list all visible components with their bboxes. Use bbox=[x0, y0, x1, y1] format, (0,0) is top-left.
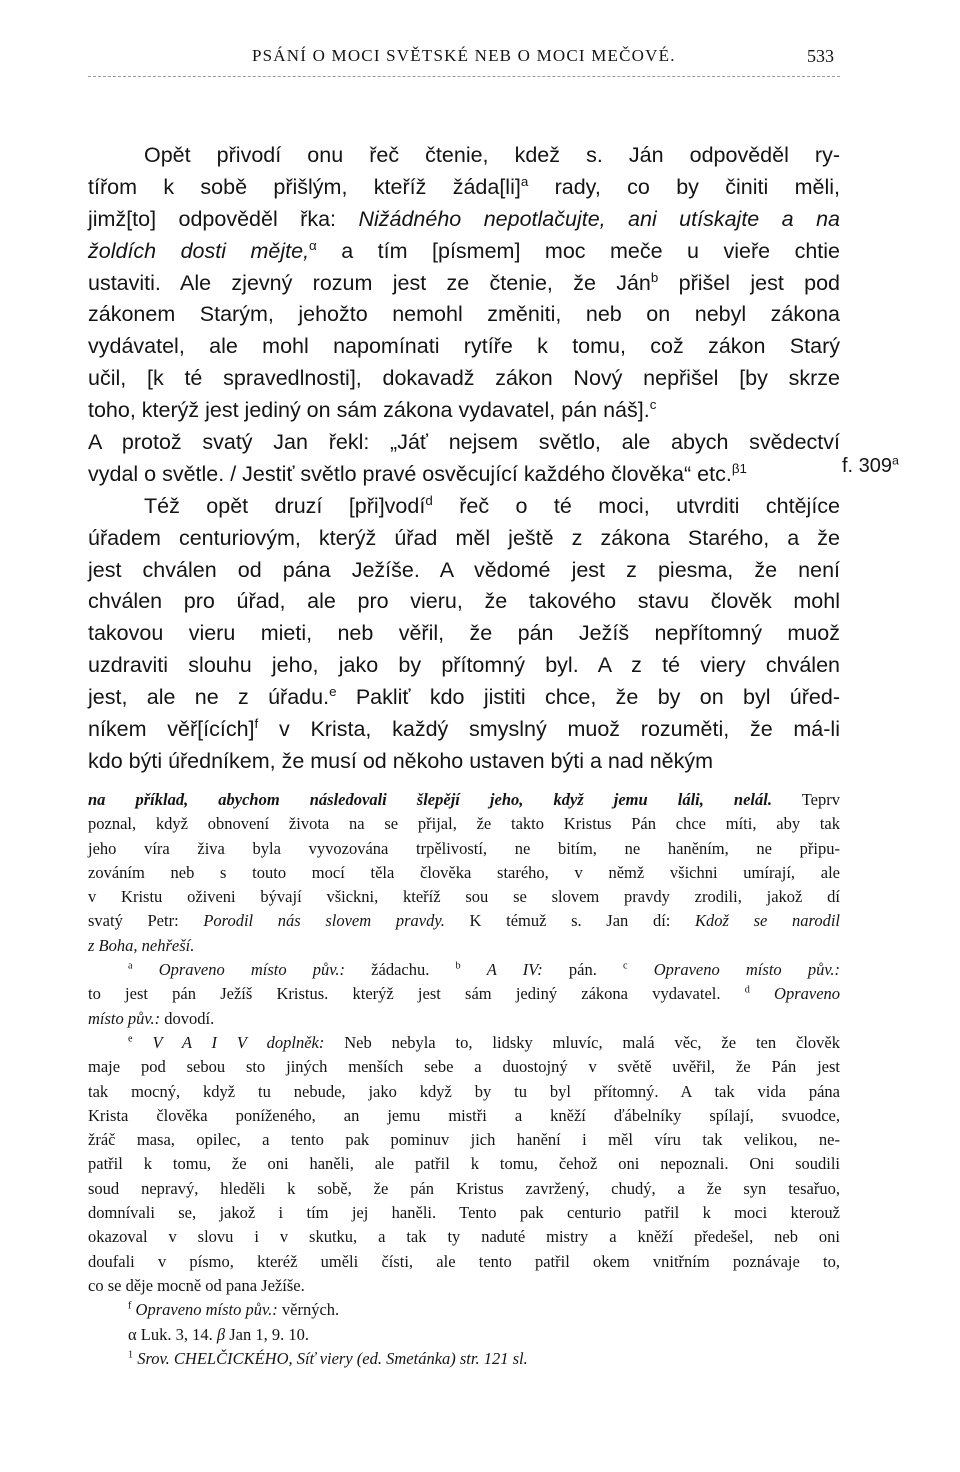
text-run: úřadem centuriovým, kterýž úřad měl ještě z zákona Starého, a že bbox=[88, 525, 840, 550]
text-run: věrných. bbox=[277, 1300, 340, 1320]
main-text-line bbox=[88, 395, 840, 427]
main-text-line bbox=[88, 459, 840, 491]
main-text-line bbox=[88, 523, 840, 555]
note-marker: b bbox=[455, 960, 461, 972]
italic-text: Opraveno místo pův.: bbox=[653, 960, 841, 980]
text-run: přišel jest pod bbox=[658, 270, 840, 295]
text-run: K témuž s. Jan dí: bbox=[444, 911, 696, 931]
note-marker: d bbox=[425, 492, 433, 508]
text-run: jest, ale ne z úřadu. bbox=[88, 685, 330, 710]
emphasized-text: na příklad, abychom následovali šlepějí jeho, když jemu láli, nelál. bbox=[88, 790, 772, 809]
italic-text: Kdož se narodil bbox=[695, 911, 840, 931]
text-run: co se děje mocně od pana Ježíše. bbox=[88, 1275, 305, 1295]
main-text-line bbox=[88, 204, 840, 236]
main-text-line bbox=[88, 650, 840, 682]
main-text-line bbox=[88, 618, 840, 650]
note-marker: α bbox=[309, 237, 317, 253]
text-run: toho, kterýž jest jediný on sám zákona vydavatel, pán náš]. bbox=[88, 398, 650, 423]
text-run bbox=[628, 960, 654, 979]
note-marker: c bbox=[649, 396, 657, 412]
text-run: zováním neb s touto mocí těla člověka starého, v němž všichni umírají, ale bbox=[88, 862, 840, 882]
footnote-line bbox=[88, 909, 840, 933]
note-marker: β1 bbox=[731, 460, 747, 476]
footnote-line bbox=[88, 861, 840, 885]
running-head bbox=[0, 46, 960, 74]
main-text-line bbox=[88, 427, 840, 459]
text-run: učil, [k té spravedlnosti], dokavadž zákon Nový nepřišel [by skrze bbox=[88, 366, 840, 391]
text-run: to jest pán Ježíš Kristus. kterýž jest sám jediný zákona vydavatel. bbox=[88, 984, 745, 1004]
main-text bbox=[88, 140, 840, 778]
text-run: a tím [písmem] moc meče u vieře chtie bbox=[316, 238, 840, 263]
main-text-line bbox=[88, 140, 840, 172]
main-text-line bbox=[88, 268, 840, 300]
italic-text: Nižádného nepotlačujte, ani utískajte a na bbox=[358, 206, 840, 231]
text-run: tak mocný, když tu nebude, jako když by tu byl přítomný. A tak vida pána bbox=[88, 1081, 840, 1101]
footnote-line bbox=[88, 1250, 840, 1274]
footnotes bbox=[88, 788, 840, 1371]
text-run: v Kristu oživeni bývají všickni, kteříž sou se slovem pravdy zrodili, jakož dí bbox=[88, 887, 840, 907]
text-run: vydávatel, ale mohl napomínati rytíře k tomu, což zákon Starý bbox=[88, 334, 840, 359]
text-run: Též opět druzí [při]vodí bbox=[144, 493, 426, 518]
text-run: tířom k sobě přišlým, kteříž žáda[li] bbox=[88, 174, 521, 199]
italic-text: Opraveno místo pův.: bbox=[135, 1300, 278, 1320]
italic-text: Opraveno bbox=[774, 984, 841, 1004]
italic-text: Porodil nás slovem pravdy. bbox=[203, 911, 445, 931]
text-run: uzdraviti slouhu jeho, jako by přítomný byl. A z té viery chválen bbox=[88, 653, 840, 678]
text-run: domnívali se, jakož i tím jej haněli. Tento pak centurio patřil k moci kterouž bbox=[88, 1203, 840, 1223]
text-run: patřil k tomu, že oni haněli, ale patřil k tomu, čehož oni nepoznali. Oni soudili bbox=[88, 1154, 840, 1174]
italic-text: Srov. CHELČICKÉHO, Síť viery (ed. Smetánka) str. 121 sl. bbox=[137, 1348, 528, 1368]
margin-folio-text: f. 309 bbox=[842, 455, 893, 477]
text-run: Opět přivodí onu řeč čtenie, kdež s. Ján odpověděl ry- bbox=[144, 143, 840, 167]
text-run: pán. bbox=[542, 960, 624, 980]
footnote-line bbox=[88, 885, 840, 909]
text-run: v Krista, každý smyslný muož rozuměti, že má-li bbox=[258, 717, 840, 742]
text-run: žádachu. bbox=[345, 960, 456, 980]
main-text-line bbox=[88, 586, 840, 618]
header-rule bbox=[88, 76, 840, 77]
text-run: α Luk. 3, 14. bbox=[128, 1324, 217, 1344]
text-run bbox=[133, 1033, 153, 1052]
text-run: jeho víra živa byla vyvozována trpělivostí, ne bitím, ne haněním, ne připu- bbox=[88, 838, 840, 858]
italic-text: z Boha, nehřeší. bbox=[88, 935, 195, 955]
text-run bbox=[133, 960, 159, 979]
footnote-line bbox=[88, 1128, 840, 1152]
text-run: Krista člověka poníženého, an jemu mistři a kněží ďábelníky spílají, svuodce, bbox=[88, 1105, 840, 1125]
text-run: níkem věř[ících] bbox=[88, 717, 255, 742]
note-marker: d bbox=[744, 985, 750, 997]
text-run: okazoval v slovu i v skutku, a tak ty naduté mistry a kněží předešel, neb oni bbox=[88, 1227, 840, 1247]
text-run: zákonem Starým, jehožto nemohl změniti, neb on nebyl zákona bbox=[88, 302, 840, 327]
main-text-line bbox=[88, 491, 840, 523]
italic-text: místo pův.: bbox=[88, 1008, 161, 1028]
footnote-line bbox=[88, 1177, 840, 1201]
note-marker: f bbox=[254, 715, 259, 731]
footnote-line bbox=[88, 982, 840, 1006]
text-run: takovou vieru mieti, neb věřil, že pán Ježíš nepřítomný muož bbox=[88, 621, 840, 646]
note-marker: 1 bbox=[128, 1349, 134, 1361]
margin-folio-note bbox=[842, 455, 899, 478]
page-number: 533 bbox=[807, 46, 834, 66]
text-run: svatý Petr: bbox=[88, 911, 204, 931]
main-text-line bbox=[88, 236, 840, 268]
note-marker: a bbox=[520, 173, 529, 189]
text-run: doufali v písmo, kteréž uměli čísti, ale tento patřil okem vnitřním poznávaje to, bbox=[88, 1251, 840, 1271]
note-marker: a bbox=[128, 960, 133, 972]
italic-text: A IV: bbox=[486, 960, 543, 980]
text-run: řeč o té moci, utvrditi chtějíce bbox=[432, 493, 840, 518]
main-text-line bbox=[88, 555, 840, 587]
margin-folio-sup: a bbox=[892, 453, 899, 468]
footnote-line bbox=[88, 1104, 840, 1128]
text-run bbox=[750, 984, 774, 1003]
footnote-line bbox=[88, 1347, 840, 1371]
text-run: soud nepravý, hleděli k sobě, že pán Kristus zavržený, chudý, a že syn tesařuo, bbox=[88, 1178, 840, 1198]
footnote-line bbox=[88, 1031, 840, 1055]
text-run: vydal o světle. / Jestiť světlo pravé osvěcující každého člověka“ etc. bbox=[88, 461, 732, 486]
italic-text: žoldích dosti mějte, bbox=[88, 238, 310, 263]
text-run: žráč masa, opilec, a tento pak pominuv jich hanění i měl víru tak velikou, ne- bbox=[88, 1130, 840, 1150]
footnote-line bbox=[88, 837, 840, 861]
footnote-line bbox=[88, 958, 840, 982]
running-title: PSÁNÍ O MOCI SVĚTSKÉ NEB O MOCI MEČOVÉ. bbox=[252, 46, 676, 65]
main-text-line bbox=[88, 172, 840, 204]
footnote-line bbox=[88, 1080, 840, 1104]
main-text-line bbox=[88, 714, 840, 746]
footnote-line bbox=[88, 1201, 840, 1225]
note-marker: f bbox=[128, 1300, 132, 1312]
footnote-line bbox=[88, 1323, 840, 1347]
footnote-line bbox=[88, 1274, 840, 1298]
text-run bbox=[461, 960, 487, 979]
text-run: jimž[to] odpověděl řka: bbox=[88, 206, 359, 231]
footnote-line bbox=[88, 812, 840, 836]
text-run: chválen pro úřad, ale pro vieru, že takového stavu člověk mohl bbox=[88, 589, 840, 614]
text-run: maje pod sebou sto jiných menších sebe a duostojný v světě uvěřil, že Pán jest bbox=[88, 1057, 840, 1077]
main-text-line bbox=[88, 331, 840, 363]
text-run: kdo býti úředníkem, že musí od někoho ustaven býti a nad někým bbox=[88, 748, 714, 773]
text-run: A protož svatý Jan řekl: „Jáť nejsem světlo, ale abych svědectví bbox=[88, 430, 840, 455]
note-marker: e bbox=[128, 1033, 133, 1045]
italic-text: β bbox=[216, 1324, 226, 1344]
italic-text: V A I V doplněk: bbox=[152, 1032, 325, 1052]
footnote-line bbox=[88, 1152, 840, 1176]
footnote-line bbox=[88, 788, 840, 812]
footnote-line bbox=[88, 1298, 840, 1322]
main-text-line bbox=[88, 363, 840, 395]
text-run: Pakliť kdo jistiti chce, že by on byl úřed- bbox=[336, 685, 840, 710]
note-marker: b bbox=[650, 269, 659, 285]
footnote-line bbox=[88, 1055, 840, 1079]
text-run: poznal, když obnovení života na se přijal, že takto Kristus Pán chce míti, aby tak bbox=[88, 814, 840, 834]
text-run: Neb nebyla to, lidsky mluvíc, malá věc, že ten člověk bbox=[324, 1032, 840, 1052]
main-text-line bbox=[88, 746, 840, 778]
note-marker: e bbox=[329, 683, 337, 699]
text-run: rady, co by činiti měli, bbox=[528, 174, 841, 199]
footnote-line bbox=[88, 1225, 840, 1249]
text-run: dovodí. bbox=[160, 1008, 215, 1028]
italic-text: Opraveno místo pův.: bbox=[158, 960, 346, 980]
text-run: Jan 1, 9. 10. bbox=[225, 1324, 309, 1344]
text-run: Teprv bbox=[771, 790, 840, 809]
note-marker: c bbox=[623, 960, 628, 972]
main-text-line bbox=[88, 299, 840, 331]
footnote-line bbox=[88, 934, 840, 958]
main-text-line bbox=[88, 682, 840, 714]
text-run: jest chválen od pána Ježíše. A vědomé jest z piesma, že není bbox=[88, 557, 840, 582]
text-run: ustaviti. Ale zjevný rozum jest ze čtenie, že Ján bbox=[88, 270, 651, 295]
footnote-line bbox=[88, 1007, 840, 1031]
